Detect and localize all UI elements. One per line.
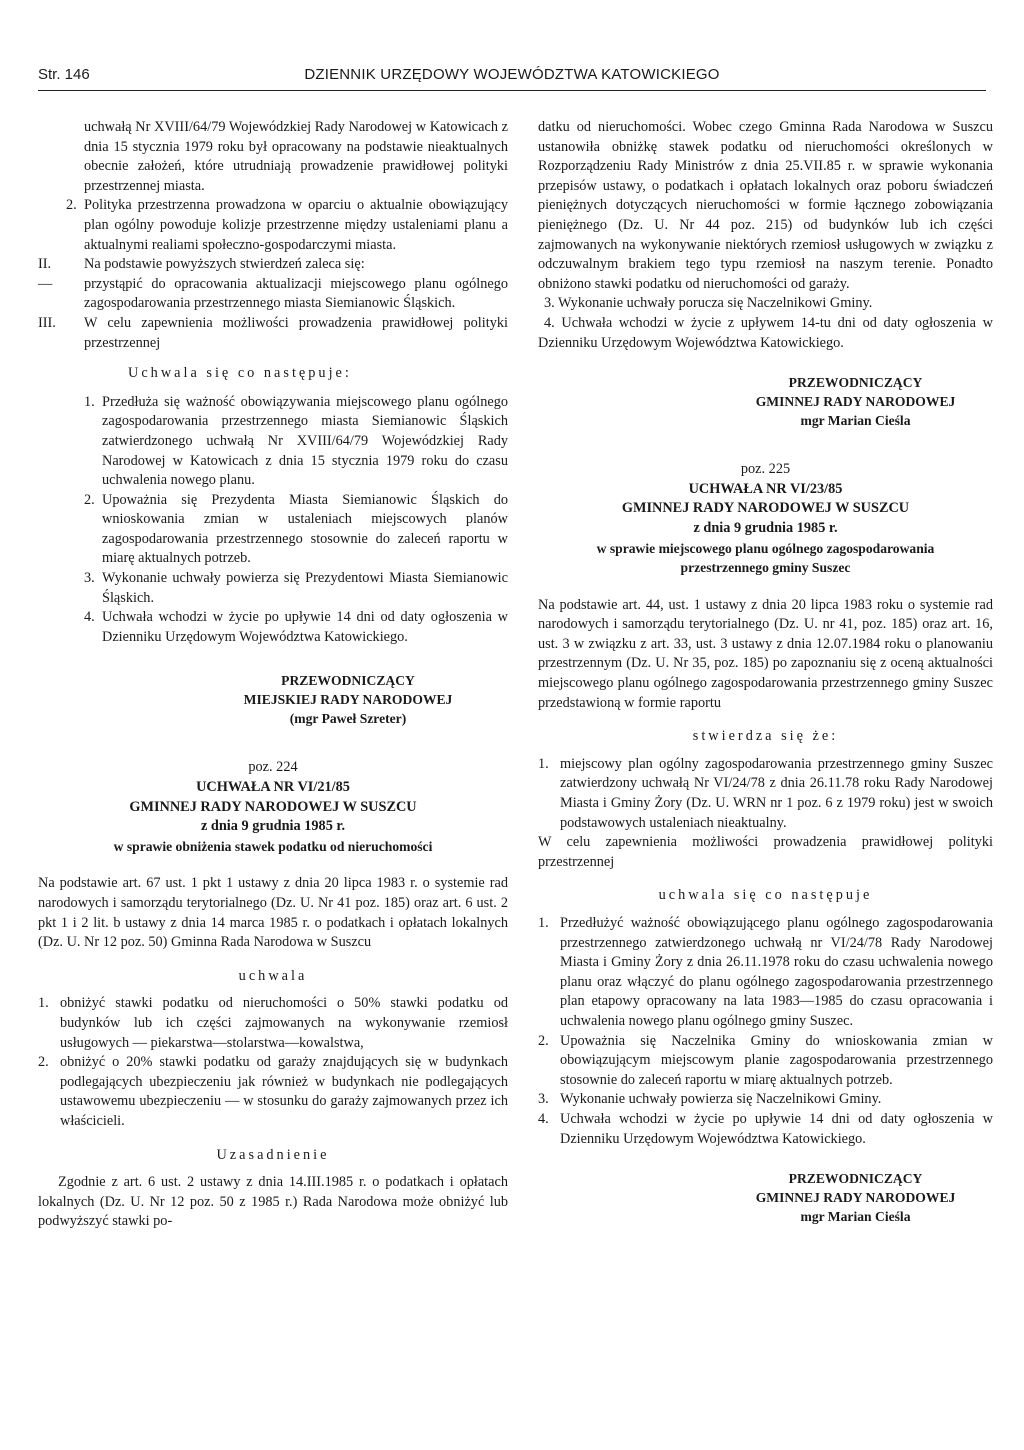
list-item <box>38 994 508 1053</box>
item-number: 4. <box>84 609 95 626</box>
item-number: 2. <box>538 1032 549 1049</box>
point-3: 3. Wykonanie uchwały porucza się Naczelnikowi Gminy. <box>544 295 873 312</box>
left-intro-para: uchwałą Nr XVIII/64/79 Wojewódzkiej Rady Narodowej w Katowicach z dnia 15 stycznia 1979 roku był opracowany na podstawie nieaktualnych obecnie założeń, które utrudniają prowadzenie prawidłowej polityki przestrzennej miasta. <box>84 119 508 194</box>
stwierdza-heading: stwierdza się że: <box>692 728 839 745</box>
list-item <box>538 1110 993 1149</box>
resolution-title-225: UCHWAŁA NR VI/23/85 <box>688 480 843 497</box>
item-text: Wykonanie uchwały powierza się Naczelnikowi Gminy. <box>560 1091 882 1108</box>
item-text: Wykonanie uchwały powierza się Prezydentowi Miasta Siemianowic Śląskich. <box>102 570 508 606</box>
page-number: Str. 146 <box>38 66 90 83</box>
resolution-subject-224: w sprawie obniżenia stawek podatku od nieruchomości <box>113 838 433 854</box>
item-text: obniżyć stawki podatku od nieruchomości o 50% stawki podatku od budynków lub ich części zajmowanych na wykonywanie rzemiosł usługowych — piekarstwa—stolarstwa—kowalstwa, <box>60 995 508 1051</box>
justification-heading: Uzasadnienie <box>216 1146 330 1163</box>
item-text: Uchwała wchodzi w życie po upływie 14 dni od daty ogłoszenia w Dzienniku Urzędowym Województwa Katowickiego. <box>560 1110 993 1147</box>
item-number: 4. <box>538 1110 549 1127</box>
resolution-subject-225-line1: w sprawie miejscowego planu ogólnego zagospodarowania <box>596 540 935 556</box>
resolution-items <box>38 393 508 648</box>
list-item <box>38 491 508 569</box>
item-number: 3. <box>84 570 95 587</box>
position-224: poz. 224 <box>248 759 298 776</box>
item-number: 3. <box>538 1091 549 1108</box>
point-2: 2. Polityka przestrzenna prowadzona w oparciu o aktualnie obowiązujący plan ogólny powoduje kolizje przestrzenne między ustaleniami planu a aktualnymi realiami społeczno-gospodarczymi miasta. <box>66 197 508 253</box>
item-text: Uchwała wchodzi w życie po upływie 14 dni od daty ogłoszenia w Dzienniku Urzędowym Województwa Katowickiego. <box>102 609 508 645</box>
journal-title: DZIENNIK URZĘDOWY WOJEWÓDZTWA KATOWICKIEGO <box>304 66 720 83</box>
point-4: 4. Uchwała wchodzi w życie z upływem 14-tu dni od daty ogłoszenia w Dzienniku Urzędowym Województwa Katowickiego. <box>538 314 993 351</box>
item-text: Upoważnia się Naczelnika Gminy do wnioskowania zmian w obowiązującym miejscowym planie zagospodarowania przestrzennego stosownie do zaleceń raportu w miarę aktualnych potrzeb. <box>560 1032 993 1088</box>
uchwala-items <box>38 994 508 1131</box>
item-number: 1. <box>538 755 549 772</box>
item-number: 1. <box>38 995 49 1012</box>
resolution-subject-225-line2: przestrzennego gminy Suszec <box>680 560 851 576</box>
list-item <box>38 569 508 608</box>
legal-basis-224: Na podstawie art. 67 ust. 1 pkt 1 ustawy z dnia 20 lipca 1983 r. o systemie rad narodowych i samorządu terytorialnego (Dz. U. Nr 41 poz. 185) oraz art. 6 ust. 2 pkt 1 i 2 lit. b ustawy z dnia 14 marca 1985 r. o podatkach i opłatach lokalnych (Dz. U. Nr 12 poz. 50) Gminna Rada Narodowa w Suszcu <box>38 875 508 951</box>
item-text: Upoważnia się Prezydenta Miasta Siemianowic Śląskich do wnioskowania zmian w ustaleniach miejscowych planów zagospodarowania przestrzennego stosownie do zaleceń raportu w miarę aktualnych potrzeb. <box>102 491 508 567</box>
right-column <box>538 118 993 1226</box>
signature-block-3: PRZEWODNICZĄCY GMINNEJ RADY NARODOWEJ mgr Marian Cieśla <box>755 1171 956 1225</box>
list-item <box>38 608 508 647</box>
purpose-para: W celu zapewnienia możliwości prowadzenia prawidłowej polityki przestrzennej <box>538 834 993 870</box>
item-text: miejscowy plan ogólny zagospodarowania przestrzennego gminy Suszec zatwierdzony uchwałą Nr VI/24/78 z dnia 26.11.78 roku Rady Narodowej Miasta i Gminy Żory (Dz. U. WRN nr 1 poz. 6 z 1979 roku) jest w swoich podstawowych ustaleniach nieaktualny. <box>560 755 993 831</box>
list-item <box>538 914 993 1032</box>
justification-text: Zgodnie z art. 6 ust. 2 ustawy z dnia 14.III.1985 r. o podatkach i opłatach lokalnych (Dz. U. Nr 12 poz. 50 z 1985 r.) Rada Narodowa może obniżyć lub podwyższyć stawki po- <box>38 1174 508 1230</box>
list-item <box>38 393 508 491</box>
signature-block-1: PRZEWODNICZĄCY MIEJSKIEJ RADY NARODOWEJ (mgr Paweł Szreter) <box>243 673 453 727</box>
list-item <box>538 755 993 833</box>
signature-block-2: PRZEWODNICZĄCY GMINNEJ RADY NARODOWEJ mgr Marian Cieśla <box>755 375 956 429</box>
list-item <box>538 1090 993 1110</box>
item-number: 1. <box>538 915 549 931</box>
item-text: Przedłuża się ważność obowiązywania miejscowego planu ogólnego zagospodarowania przestrzennego miasta Siemianowic Śląskich zatwierdzonego uchwałą Nr XVIII/64/79 Wojewódzkiej Rady Narodowej w Katowicach z dnia 15 stycznia 1979 roku do czasu uchwalenia nowego planu. <box>102 393 508 489</box>
resolution-phrase-225: uchwala się co następuje <box>658 887 873 904</box>
resolution-items-225 <box>538 914 993 1149</box>
section-ii-item: — przystąpić do opracowania aktualizacji miejscowego planu ogólnego zagospodarowania przestrzennego miasta Siemianowic Śląskich. <box>38 275 508 312</box>
left-column <box>38 118 508 1232</box>
resolution-date-225: z dnia 9 grudnia 1985 r. <box>693 519 838 536</box>
item-number: 1. <box>84 393 95 410</box>
legal-basis-225: Na podstawie art. 44, ust. 1 ustawy z dnia 20 lipca 1983 roku o systemie rad narodowych i samorządu terytorialnego (Dz. U. nr 41, poz. 185) oraz art. 16, ust. 3 w związku z art. 33, ust. 3 ustawy z dnia 12.07.1984 roku o planowaniu przestrzennym (Dz. U. Nr 35, poz. 185) po zapoznaniu się z oceną aktualności miejscowego planu ogólnego zagospodarowania przestrzennego gminy Suszec przedstawioną w formie raportu <box>538 596 993 711</box>
section-iii: III. W celu zapewnienia możliwości prowadzenia prawidłowej polityki przestrzennej <box>38 314 508 351</box>
section-ii: II. Na podstawie powyższych stwierdzeń zaleca się: <box>38 256 365 273</box>
page-header <box>38 66 986 91</box>
stwierdza-items <box>538 755 993 833</box>
justification-continued: datku od nieruchomości. Wobec czego Gminna Rada Narodowa w Suszcu ustanowiła obniżkę stawek podatku od nieruchomości określonych w Rozporządzeniu Rady Ministrów z dnia 25.VII.85 r. w sprawie wykonania przepisów ustawy, o podatkach i opłatach lokalnych oraz poboru świadczeń pieniężnych dotyczących nieruchomości w formie łącznego zobowiązania pieniężnego (Dz. U. Nr 44 poz. 215) od budynków lub ich części zajmowanych na wykonywanie niektórych rzemiosł usługowych w związku z odczuwalnym brakiem tego typu rzemiosł na naszym terenie. Ponadto obniżono stawki podatku od nieruchomości od garaży. <box>538 119 993 292</box>
resolution-title-224: UCHWAŁA NR VI/21/85 <box>196 779 350 796</box>
council-name-225: GMINNEJ RADY NARODOWEJ W SUSZCU <box>621 500 910 517</box>
item-text: obniżyć o 20% stawki podatku od garaży znajdujących się w budynkach podlegających ubezpieczeniu jak również w budynkach nie podlegających ustawowemu ubezpieczeniu — w stosunku do garaży zajmowanych przez ich właścicieli. <box>60 1054 508 1129</box>
uchwala-heading: uchwala <box>238 967 308 984</box>
list-item <box>538 1032 993 1091</box>
council-name-224: GMINNEJ RADY NARODOWEJ W SUSZCU <box>129 798 417 815</box>
resolution-date-224: z dnia 9 grudnia 1985 r. <box>200 818 346 835</box>
item-text: Przedłużyć ważność obowiązującego planu ogólnego zagospodarowania przestrzennego zatwierdzonego uchwałą nr VI/24/78 Rady Narodowej Miasta i Gminy Żory z dnia 26.11.1978 roku do czasu uchwalenia nowego planu oraz włączyć do planu ogólnego zagospodarowania przestrzennego plan etapowy opracowany na lata 1983—1985 do czasu opracowania i uchwalenia nowego planu ogólnego gminy Suszec. <box>560 915 993 1029</box>
item-number: 2. <box>38 1054 49 1071</box>
resolution-phrase: Uchwala się co następuje: <box>128 365 352 382</box>
list-item <box>38 1053 508 1131</box>
item-number: 2. <box>84 491 95 508</box>
position-225: poz. 225 <box>740 461 791 478</box>
